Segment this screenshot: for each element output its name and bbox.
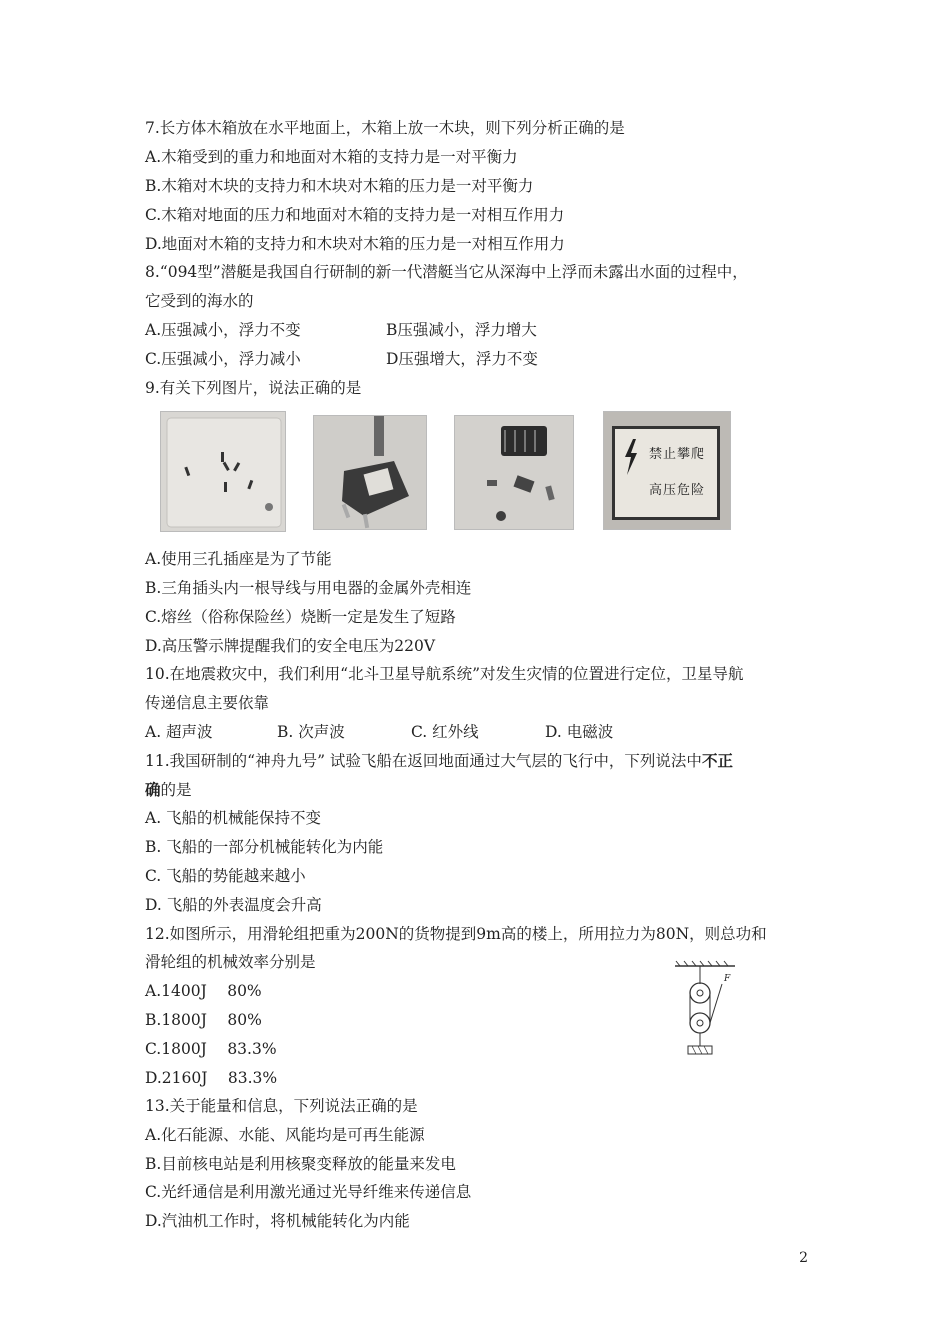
q11-emphasis-1: 不正: [701, 751, 733, 770]
q10-stem-line2: 传递信息主要依靠: [145, 694, 270, 712]
q12-stem-line1: 12.如图所示，用滑轮组把重为200N的货物提到9m高的楼上，所用拉力为80N，则总功和: [145, 925, 767, 943]
q7-option-a: A.木箱受到的重力和地面对木箱的支持力是一对平衡力: [145, 148, 518, 166]
q8-option-b: B压强减小，浮力增大: [386, 321, 537, 339]
fuse-photo: [454, 415, 574, 530]
q11-stem-line2: [145, 780, 192, 800]
fuse-illustration: [455, 416, 574, 530]
q11-option-d: D. 飞船的外表温度会升高: [145, 896, 322, 914]
q12-option-c: C.1800J 83.3%: [145, 1040, 277, 1058]
q11-option-b: B. 飞船的一部分机械能转化为内能: [145, 838, 384, 856]
q8-option-c: C.压强减小，浮力减小: [145, 350, 301, 368]
q10-option-a: A. 超声波: [145, 723, 213, 741]
q9-stem: 9.有关下列图片，说法正确的是: [145, 379, 362, 397]
q9-option-b: B.三角插头内一根导线与用电器的金属外壳相连: [145, 579, 472, 597]
pulley-diagram: [670, 960, 740, 1060]
page-number: 2: [799, 1250, 808, 1266]
warning-line-1: 禁止攀爬: [649, 447, 706, 462]
q12-option-d: D.2160J 83.3%: [145, 1069, 278, 1087]
q9-option-d: D.高压警示牌提醒我们的安全电压为220V: [145, 637, 436, 655]
warning-line-2: 高压危险: [649, 483, 706, 498]
q12-stem-line2: 滑轮组的机械效率分别是: [145, 953, 316, 971]
q11-emphasis-2: 确: [145, 780, 161, 799]
q9-option-c: C.熔丝（俗称保险丝）烧断一定是发生了短路: [145, 608, 456, 626]
q11-stem-text: 11.我国研制的“神舟九号” 试验飞船在返回地面通过大气层的飞行中，下列说法中: [145, 752, 702, 770]
warning-sign: [612, 426, 720, 520]
q13-option-d: D.汽油机工作时，将机械能转化为内能: [145, 1212, 410, 1230]
q12-option-a: A.1400J 80%: [145, 982, 262, 1000]
q13-option-c: C.光纤通信是利用激光通过光导纤维来传递信息: [145, 1183, 472, 1201]
q7-option-d: D.地面对木箱的支持力和木块对木箱的压力是一对相互作用力: [145, 235, 565, 253]
socket-photo: [160, 411, 286, 532]
q8-option-a: A.压强减小，浮力不变: [145, 321, 301, 339]
q10-option-d: D. 电磁波: [545, 723, 614, 741]
q11-option-a: A. 飞船的机械能保持不变: [145, 809, 322, 827]
q8-stem-line1: 8.“094型”潜艇是我国自行研制的新一代潜艇当它从深海中上浮而未露出水面的过程中，: [145, 263, 748, 281]
q11-stem-line1: [145, 751, 733, 771]
warning-sign-photo: [603, 411, 731, 530]
q9-option-a: A.使用三孔插座是为了节能: [145, 550, 332, 568]
q12-option-b: B.1800J 80%: [145, 1011, 262, 1029]
plug-photo: [313, 415, 427, 530]
q13-option-a: A.化石能源、水能、风能均是可再生能源: [145, 1126, 425, 1144]
q7-stem: 7.长方体木箱放在水平地面上，木箱上放一木块，则下列分析正确的是: [145, 119, 625, 137]
q13-stem: 13.关于能量和信息，下列说法正确的是: [145, 1097, 418, 1115]
q13-option-b: B.目前核电站是利用核聚变释放的能量来发电: [145, 1155, 456, 1173]
force-label: F: [724, 974, 731, 984]
q11-option-c: C. 飞船的势能越来越小: [145, 867, 306, 885]
q7-option-b: B.木箱对木块的支持力和木块对木箱的压力是一对平衡力: [145, 177, 534, 195]
q8-stem-line2: 它受到的海水的: [145, 292, 254, 310]
lightning-icon: [623, 439, 639, 475]
q7-option-c: C.木箱对地面的压力和地面对木箱的支持力是一对相互作用力: [145, 206, 565, 224]
q10-option-c: C. 红外线: [411, 723, 479, 741]
socket-illustration: [161, 412, 286, 532]
plug-illustration: [314, 416, 427, 530]
q10-stem-line1: 10.在地震救灾中，我们利用“北斗卫星导航系统”对发生灾情的位置进行定位，卫星导航: [145, 665, 744, 683]
q10-option-b: B. 次声波: [277, 723, 345, 741]
q8-option-d: D压强增大，浮力不变: [386, 350, 538, 368]
q11-stem-tail: 的是: [160, 781, 192, 799]
